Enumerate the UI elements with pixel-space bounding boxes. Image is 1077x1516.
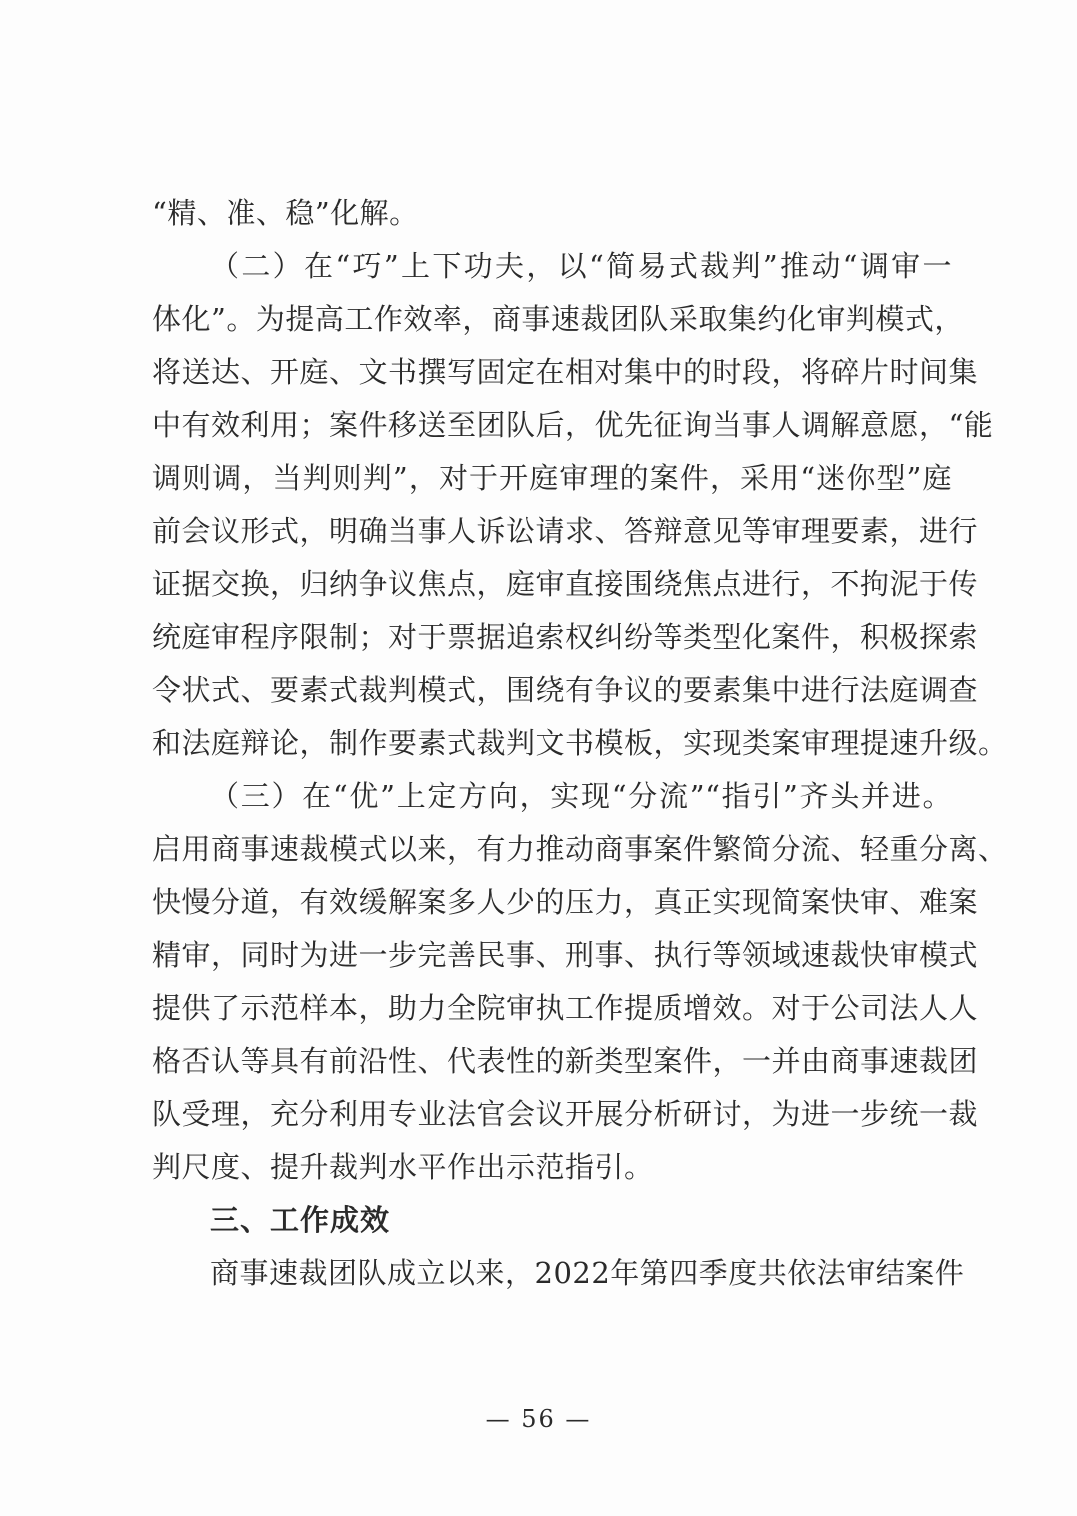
text-line-13: 启用商事速裁模式以来，有力推动商事案件繁简分流、轻重分离、: [152, 832, 1008, 866]
text-line-14: 快慢分道，有效缓解案多人少的压力，真正实现简案快审、难案: [152, 885, 979, 919]
text-line-19: 判尺度、提升裁判水平作出示范指引。: [152, 1150, 654, 1184]
section-heading: 三、工作成效: [210, 1203, 391, 1237]
text-line-12: （三）在“优”上定方向，实现“分流”“指引”齐头并进。: [210, 779, 952, 813]
text-line-11: 和法庭辩论，制作要素式裁判文书模板，实现类案审理提速升级。: [152, 726, 1008, 760]
text-line-17: 格否认等具有前沿性、代表性的新类型案件，一并由商事速裁团: [152, 1044, 979, 1078]
text-line-9: 统庭审程序限制；对于票据追索权纠纷等类型化案件，积极探索: [152, 620, 979, 654]
text-line-1: “精、准、稳”化解。: [152, 196, 419, 230]
text-line-2: （二）在“巧”上下功夫，以“简易式裁判”推动“调审一: [210, 249, 952, 283]
text-line-10: 令状式、要素式裁判模式，围绕有争议的要素集中进行法庭调查: [152, 673, 979, 707]
page-number: — 56 —: [485, 1405, 592, 1433]
text-line-4: 将送达、开庭、文书撰写固定在相对集中的时段，将碎片时间集: [152, 355, 979, 389]
text-line-15: 精审，同时为进一步完善民事、刑事、执行等领域速裁快审模式: [152, 938, 979, 972]
text-line-5: 中有效利用；案件移送至团队后，优先征询当事人调解意愿，“能: [152, 408, 994, 442]
text-line-21: 商事速裁团队成立以来，2022年第四季度共依法审结案件: [210, 1256, 965, 1290]
text-line-3: 体化”。为提高工作效率，商事速裁团队采取集约化审判模式，: [152, 302, 964, 336]
text-line-6: 调则调，当判则判”，对于开庭审理的案件，采用“迷你型”庭: [152, 461, 952, 495]
text-line-8: 证据交换，归纳争议焦点，庭审直接围绕焦点进行，不拘泥于传: [152, 567, 979, 601]
text-line-7: 前会议形式，明确当事人诉讼请求、答辩意见等审理要素，进行: [152, 514, 979, 548]
text-line-18: 队受理，充分利用专业法官会议开展分析研讨，为进一步统一裁: [152, 1097, 979, 1131]
text-line-16: 提供了示范样本，助力全院审执工作提质增效。对于公司法人人: [152, 991, 979, 1025]
